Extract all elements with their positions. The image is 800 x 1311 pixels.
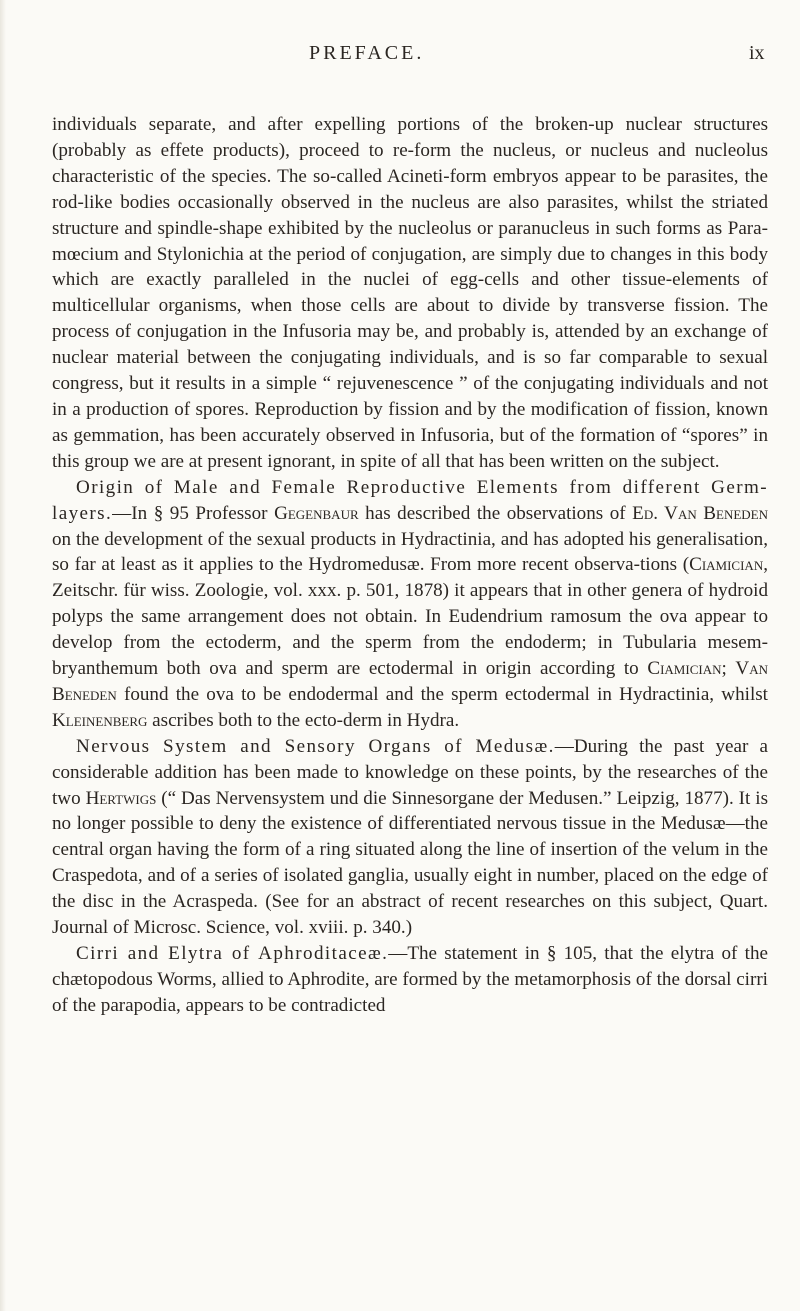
section-heading-nervous-system: Nervous System and Sensory Organs of Medusæ. [76,735,555,757]
text-run: found the ova to be endodermal and the sperm ectodermal in Hydractinia, whilst [116,683,768,705]
text-run: , Zeitschr. für wiss. Zoologie, vol. xxx. p. 501, 1878) it appears that in other genera of hydroid polyps the same arrangement does not obtain. In Eudendrium ramosum the ova appear to develop from the ectoderm, and the sperm from the endoderm; in Tubularia mesem-bryanthemum both ova and sperm are ectodermal in origin according to [52,554,768,680]
paragraph-nervous-system-body [52,736,768,938]
paragraph-infusoria-reproduction: individuals separate, and after expelling portions of the broken-up nuclear structures (probably as effete products), proceed to re-form the nucleus, or nucleus and nucleolus characteristic of the species. The so-called Acineti-form embryos appear to be parasites, the rod-like bodies occasionally observed in the nucleus are also parasites, whilst the striated structure and spindle-shape exhibited by the nucleolus or paranucleus in such forms as Para-mœcium and Stylonichia at the period of conjugation, are simply due to changes in this body which are exactly paralleled in the nuclei of egg-cells and other tissue-elements of multicellular organisms, when those cells are about to divide by transverse fission. The process of conjugation in the Infusoria may be, and probably is, attended by an exchange of nuclear material between the conjugating individuals, and is so far comparable to sexual congress, but it results in a simple “ rejuvenescence ” of the conjugating individuals and not in a production of spores. Reproduction by fission and by the modification of fission, known as gemmation, has been accurately observed in Infusoria, but of the formation of “spores” in this group we are at present ignorant, in spite of all that has been written on the subject. [52,114,768,472]
text-run: —The statement in § 105, that the elytra of the chætopodous Worms, allied to Aphrodite, are formed by the metamorphosis of the dorsal cirri of the parapodia, appears to be contradicted [52,943,768,1016]
section-heading-germ-layers: Origin of Male and Female Reproductive Elements from different Germ-layers. [52,476,768,524]
paragraph-nervous-system [52,734,768,941]
paragraph-germ-layers-body [52,503,768,731]
author-name: Kleinenberg [52,709,148,731]
text-run: on the development of the sexual products in Hydractinia, and has adopted his generalisation, so far at least as it applies to the Hydromedusæ. From more recent observa-tions ( [52,528,768,576]
text-run: has described the observations of [358,502,633,524]
text-run: —In § 95 Professor [112,502,275,524]
author-name: Ciamician [647,658,722,680]
paragraph-germ-layers [52,475,768,734]
author-name: Ciamician [689,554,764,576]
running-head [0,38,800,68]
text-run: ascribes both to the ecto-derm in Hydra. [147,709,460,731]
running-head-title: PREFACE. [309,42,425,64]
author-name: Van Beneden [52,658,768,705]
text-run: (“ Das Nervensystem und die Sinnesorgane der Medusen.” Leipzig, 1877). It is no longer possible to deny the existence of differentiated nervous tissue in the Medusæ—the central organ having the form of a ring situated along the line of insertion of the velum in the Craspedota, and of a series of isolated ganglia, usually eight in number, placed on the edge of the disc in the Acraspeda. (See for an abstract of recent researches on this subject, Quart. Journal of Microsc. Science, vol. xviii. p. 340.) [52,787,768,939]
text-run: —During the past year a considerable addition has been made to knowledge on these points, by the researches of the two [52,735,768,809]
text-run: ; [721,658,736,680]
author-name: Ed. Van Beneden [632,502,768,524]
body-text [52,112,768,1019]
author-name: Hertwigs [85,787,157,809]
author-name: Gegenbaur [274,502,359,524]
page-gutter-shadow [0,0,6,1311]
paragraph-cirri-elytra [52,941,768,1019]
section-heading-cirri-elytra: Cirri and Elytra of Aphroditaceæ. [76,943,389,964]
page-number: ix [749,42,765,64]
